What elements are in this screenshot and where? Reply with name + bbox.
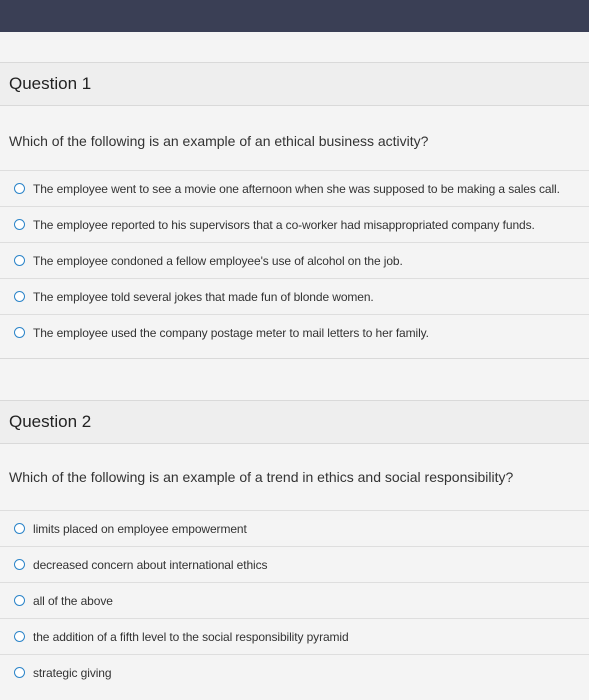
- option-label: The employee condoned a fellow employee's use of alcohol on the job.: [33, 253, 403, 268]
- question-2-title: Question 2: [9, 412, 92, 431]
- radio-button-icon[interactable]: [14, 255, 25, 266]
- option-label: decreased concern about international ethics: [33, 557, 268, 572]
- option-label: the addition of a fifth level to the social responsibility pyramid: [33, 629, 349, 644]
- question-1-options: [0, 170, 589, 350]
- option-label: The employee reported to his supervisors that a co-worker had misappropriated company funds.: [33, 217, 535, 232]
- top-bar: [0, 0, 589, 32]
- question-2-prompt: Which of the following is an example of a trend in ethics and social responsibility?: [9, 469, 514, 485]
- option-label: all of the above: [33, 593, 113, 608]
- option-label: The employee told several jokes that made fun of blonde women.: [33, 289, 374, 304]
- radio-button-icon[interactable]: [14, 595, 25, 606]
- radio-button-icon[interactable]: [14, 291, 25, 302]
- option-2-d[interactable]: [0, 618, 589, 654]
- option-label: The employee went to see a movie one afternoon when she was supposed to be making a sales call.: [33, 181, 560, 196]
- option-1-e[interactable]: [0, 314, 589, 350]
- radio-button-icon[interactable]: [14, 631, 25, 642]
- question-1-title: Question 1: [9, 74, 92, 93]
- section-divider: [0, 358, 589, 359]
- radio-button-icon[interactable]: [14, 667, 25, 678]
- option-2-b[interactable]: [0, 546, 589, 582]
- option-label: limits placed on employee empowerment: [33, 521, 247, 536]
- option-2-c[interactable]: [0, 582, 589, 618]
- radio-button-icon[interactable]: [14, 559, 25, 570]
- option-label: strategic giving: [33, 665, 112, 680]
- question-1-prompt: Which of the following is an example of an ethical business activity?: [9, 133, 429, 149]
- radio-button-icon[interactable]: [14, 327, 25, 338]
- option-1-d[interactable]: [0, 278, 589, 314]
- radio-button-icon[interactable]: [14, 523, 25, 534]
- option-1-a[interactable]: [0, 170, 589, 206]
- question-1-header: [0, 62, 589, 106]
- option-2-a[interactable]: [0, 510, 589, 546]
- option-label: The employee used the company postage meter to mail letters to her family.: [33, 325, 429, 340]
- radio-button-icon[interactable]: [14, 183, 25, 194]
- question-2-options: [0, 510, 589, 690]
- question-2-header: [0, 400, 589, 444]
- option-2-e[interactable]: [0, 654, 589, 690]
- option-1-c[interactable]: [0, 242, 589, 278]
- option-1-b[interactable]: [0, 206, 589, 242]
- radio-button-icon[interactable]: [14, 219, 25, 230]
